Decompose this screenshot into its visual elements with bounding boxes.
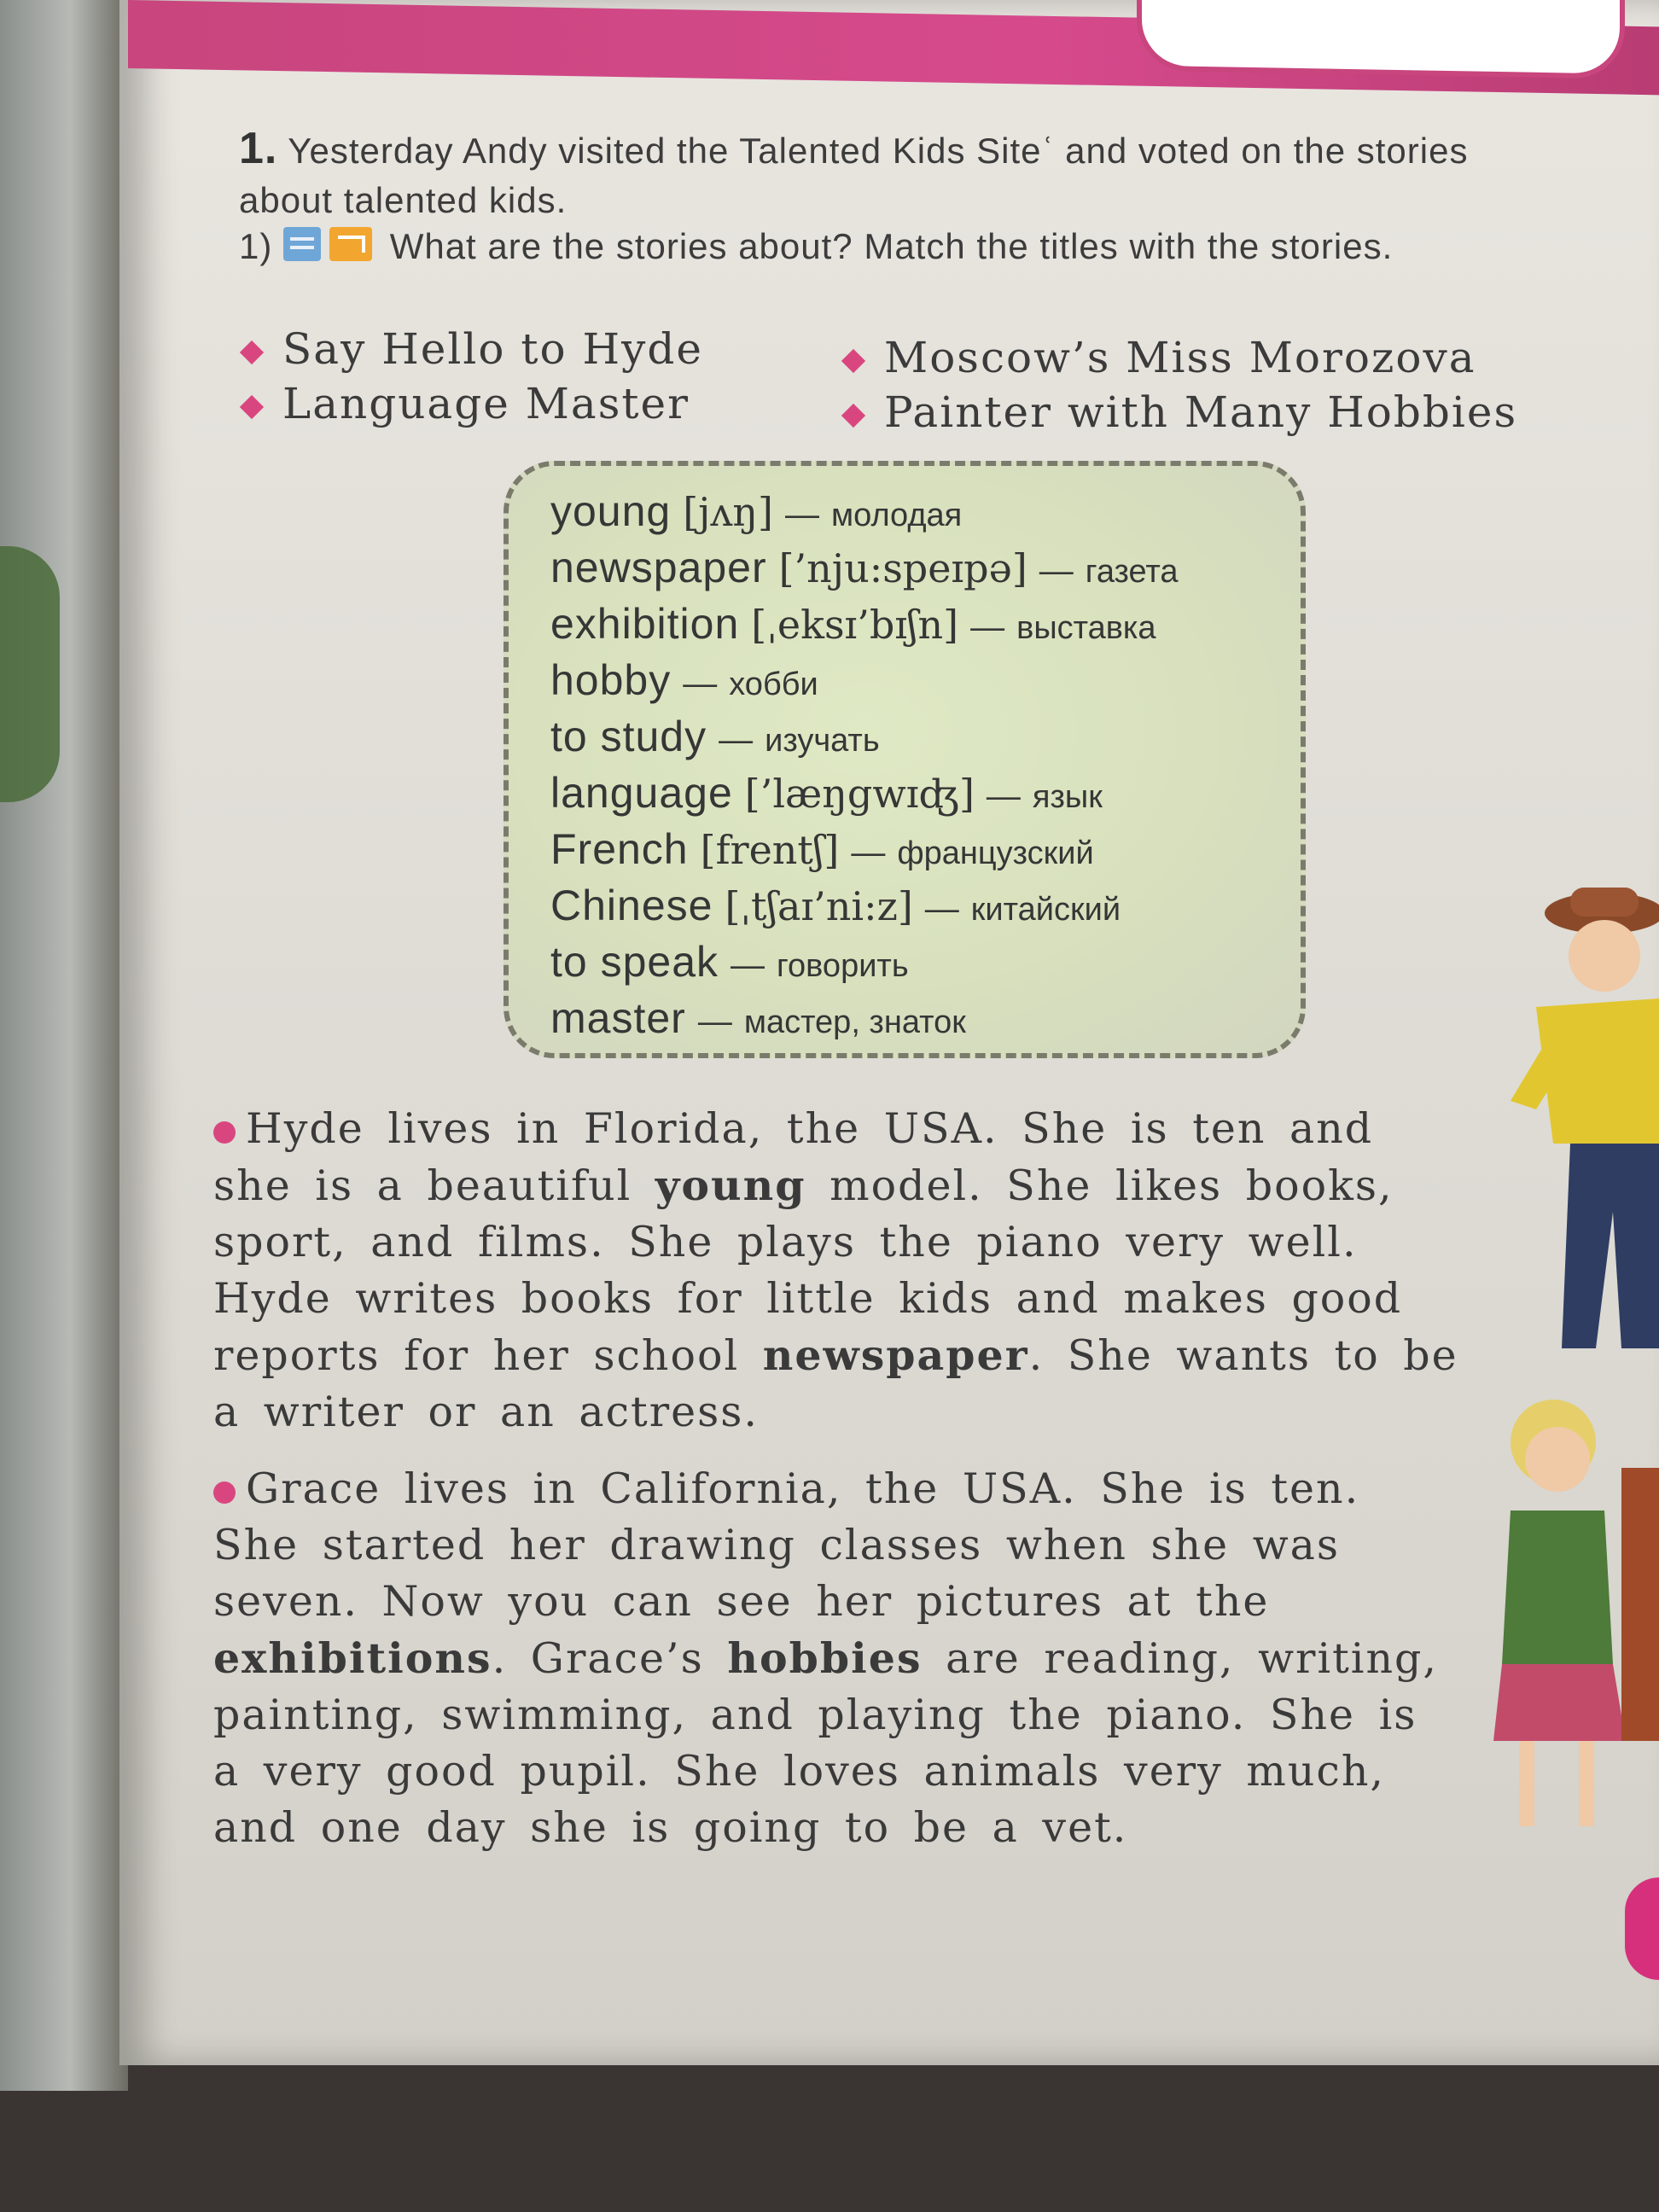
left-page-edge [0,0,128,2091]
reading-book-icon [283,227,321,261]
title-item: Say Hello to Hyde [243,324,703,374]
task-number: 1. [239,124,278,173]
left-page-illustration [0,546,60,802]
hyde-illustration [1485,888,1659,1348]
diamond-bullet-icon [841,404,865,428]
vocabulary-list [550,483,1179,1046]
vocab-row: master — мастер, знаток [550,994,966,1042]
header-bubble [1137,0,1625,79]
story-grace: Grace lives in California, the USA. She is ten. She started her drawing classes when she was seven. Now you can see her pictures at the exhibitions. Grace’s hobbies are reading, writing, painting, swimming, and playing the piano. She is a very good pupil. She loves animals very much, and one day she is going to be a vet. [213,1464,1438,1852]
task-heading [239,124,1476,225]
face [1525,1427,1590,1492]
easel [1621,1468,1659,1741]
skirt [1493,1664,1626,1741]
vocab-row: to speak — говорить [550,938,909,986]
task-heading-text: Yesterday Andy visited the Talented Kids Siteʿ and voted on the stories about talented kids. [239,131,1469,220]
vocab-row: to study — изучать [550,713,880,760]
pink-bullet-icon [213,1121,236,1144]
vocab-row: French [frentʃ] — французский [550,825,1094,873]
title-item: Moscow’s Miss Morozova [845,333,1517,382]
vocab-row: Chinese [ˌtʃaɪ’ni:z] — китайский [550,882,1121,929]
diamond-bullet-icon [240,395,264,419]
titles-right-list [845,333,1517,442]
green-jacket [1502,1511,1613,1664]
diamond-bullet-icon [240,341,264,364]
task-subheading [239,222,1476,274]
story-hyde: Hyde lives in Florida, the USA. She is ten and she is a beautiful young model. She likes books, sport, and films. She plays the piano very well. Hyde writes books for little kids and makes good reports for her school newspaper. She wants to be a writer or an actress. [213,1104,1458,1436]
sub-text: What are the stories about? Match the titles with the stories. [389,226,1394,266]
writing-task-icon [329,227,372,261]
page-corner-decoration [1625,1877,1659,1980]
titles-left-list [243,324,703,434]
leg [1519,1741,1534,1826]
jeans [1562,1144,1659,1348]
leg [1579,1741,1594,1826]
vocab-row: exhibition [ˌeksɪ’bɪʃn] — выставка [550,600,1156,648]
vocab-row: newspaper [’nju:speɪpə] — газета [550,544,1179,591]
vocab-row: language [’læŋgwɪʤ] — язык [550,769,1103,817]
face [1569,920,1640,992]
grace-illustration [1485,1382,1659,1843]
pink-bullet-icon [213,1481,236,1504]
vocab-row: hobby — хобби [550,656,818,704]
hat-crown [1570,888,1639,917]
diamond-bullet-icon [841,349,865,373]
sub-number: 1) [239,226,273,266]
title-item: Language Master [243,379,703,428]
title-item: Painter with Many Hobbies [845,387,1517,437]
vocab-row: young [jʌŋ] — молодая [550,487,963,535]
